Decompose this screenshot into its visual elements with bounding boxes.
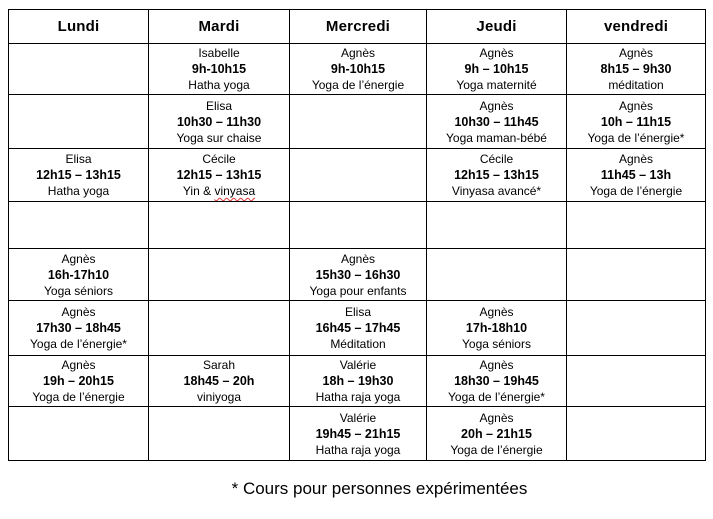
course-name: Yoga séniors xyxy=(44,283,113,298)
empty-cell xyxy=(567,301,706,356)
empty-cell xyxy=(290,149,427,202)
empty-cell xyxy=(149,249,290,301)
empty-cell xyxy=(427,249,567,301)
class-cell xyxy=(149,149,290,202)
empty-cell xyxy=(9,44,149,95)
class-time: 12h15 – 13h15 xyxy=(176,168,262,182)
class-cell xyxy=(427,356,567,407)
class-time: 17h30 – 18h45 xyxy=(36,321,121,335)
class-time: 11h45 – 13h xyxy=(600,168,672,182)
empty-cell xyxy=(149,301,290,356)
course-name: viniyoga xyxy=(196,390,242,404)
class-time: 9h-10h15 xyxy=(191,62,247,76)
class-time: 20h – 21h15 xyxy=(461,426,532,441)
course-text: Yin & xyxy=(182,184,215,198)
class-cell xyxy=(290,356,427,407)
class-time: 8h15 – 9h30 xyxy=(600,62,672,76)
class-cell xyxy=(427,44,567,95)
schedule-body xyxy=(9,44,706,461)
course-name: Hatha yoga xyxy=(47,184,110,198)
class-time: 18h – 19h30 xyxy=(322,374,394,388)
class-time: 10h30 – 11h45 xyxy=(454,114,539,129)
empty-cell xyxy=(9,407,149,461)
class-time: 18h45 – 20h xyxy=(183,374,255,388)
day-header-jeudi: Jeudi xyxy=(427,10,567,44)
class-time: 19h – 20h15 xyxy=(43,374,114,388)
teacher-name: Elisa xyxy=(205,98,232,113)
class-cell xyxy=(149,95,290,149)
class-cell xyxy=(149,44,290,95)
teacher-name: Agnès xyxy=(61,251,96,266)
empty-cell xyxy=(149,202,290,249)
class-cell xyxy=(427,149,567,202)
class-cell xyxy=(427,407,567,461)
class-cell xyxy=(149,356,290,407)
course-name: Vinyasa avancé* xyxy=(451,184,542,198)
teacher-name: Agnès xyxy=(618,46,654,60)
course-name: Yoga sur chaise xyxy=(176,130,262,145)
teacher-name: Valérie xyxy=(339,358,377,372)
schedule-row-8 xyxy=(9,407,706,461)
class-cell xyxy=(290,407,427,461)
class-time: 18h30 – 19h45 xyxy=(454,374,539,388)
course-name: Yoga séniors xyxy=(462,337,531,351)
course-name: Yoga de l’énergie* xyxy=(30,337,127,351)
teacher-name: Elisa xyxy=(344,305,371,319)
class-cell xyxy=(427,301,567,356)
teacher-name: Agnès xyxy=(340,251,376,266)
schedule-row-7 xyxy=(9,356,706,407)
class-cell xyxy=(9,249,149,301)
class-cell xyxy=(290,44,427,95)
class-cell xyxy=(9,356,149,407)
schedule-row-5 xyxy=(9,249,706,301)
class-cell xyxy=(9,301,149,356)
day-header-lundi: Lundi xyxy=(9,10,149,44)
course-name: Yoga de l’énergie* xyxy=(587,130,685,145)
schedule-row-2 xyxy=(9,95,706,149)
course-name: Méditation xyxy=(330,337,386,351)
teacher-name: Agnès xyxy=(618,152,654,166)
empty-cell xyxy=(567,407,706,461)
teacher-name: Isabelle xyxy=(198,46,240,60)
class-cell xyxy=(567,44,706,95)
class-time: 12h15 – 13h15 xyxy=(454,168,539,182)
course-name: Yoga de l’énergie xyxy=(589,184,683,198)
day-header-row xyxy=(9,10,706,44)
teacher-name: Cécile xyxy=(479,152,514,166)
class-cell xyxy=(567,149,706,202)
day-header-mardi: Mardi xyxy=(149,10,290,44)
course-name: méditation xyxy=(608,78,664,92)
teacher-name: Sarah xyxy=(202,358,236,372)
class-time: 9h – 10h15 xyxy=(464,62,529,76)
experienced-footnote: * Cours pour personnes expérimentées xyxy=(231,479,528,498)
teacher-name: Agnès xyxy=(479,410,514,425)
teacher-name: Agnès xyxy=(61,358,96,372)
class-time: 9h-10h15 xyxy=(330,62,386,76)
course-name: Yoga pour enfants xyxy=(309,283,407,298)
teacher-name: Agnès xyxy=(618,98,654,113)
schedule-row-1 xyxy=(9,44,706,95)
class-time: 16h-17h10 xyxy=(47,267,110,282)
course-name: Yoga maman-bébé xyxy=(446,130,547,145)
empty-cell xyxy=(149,407,290,461)
course-name: Hatha raja yoga xyxy=(315,442,401,457)
teacher-name: Agnès xyxy=(479,358,514,372)
yoga-schedule-table xyxy=(8,9,706,461)
empty-cell xyxy=(567,249,706,301)
teacher-name: Agnès xyxy=(479,98,514,113)
teacher-name: Valérie xyxy=(339,410,377,425)
course-name: Yoga de l’énergie xyxy=(311,78,405,92)
class-time: 15h30 – 16h30 xyxy=(315,267,401,282)
course-name xyxy=(151,183,287,199)
teacher-name: Agnès xyxy=(479,46,514,60)
teacher-name: Cécile xyxy=(202,152,236,166)
day-header-mercredi: Mercredi xyxy=(290,10,427,44)
class-cell xyxy=(427,95,567,149)
empty-cell xyxy=(567,356,706,407)
class-time: 10h – 11h15 xyxy=(600,114,672,129)
class-cell xyxy=(290,249,427,301)
empty-cell xyxy=(567,202,706,249)
empty-cell xyxy=(9,202,149,249)
empty-cell xyxy=(290,95,427,149)
course-name: Hatha yoga xyxy=(188,78,250,92)
schedule-row-6 xyxy=(9,301,706,356)
schedule-row-4 xyxy=(9,202,706,249)
class-cell xyxy=(567,95,706,149)
teacher-name: Agnès xyxy=(340,46,376,60)
day-header-vendredi: vendredi xyxy=(567,10,706,44)
class-time: 16h45 – 17h45 xyxy=(315,321,401,335)
course-name: Yoga de l’énergie* xyxy=(448,390,545,404)
course-name: Yoga de l’énergie xyxy=(32,390,125,404)
class-time: 12h15 – 13h15 xyxy=(36,168,121,182)
class-time: 10h30 – 11h30 xyxy=(176,114,262,129)
empty-cell xyxy=(9,95,149,149)
class-time: 17h-18h10 xyxy=(465,321,528,335)
class-time: 19h45 – 21h15 xyxy=(315,426,401,441)
course-name: Yoga maternité xyxy=(456,78,537,92)
teacher-name: Elisa xyxy=(65,152,92,166)
course-name: Yoga de l’énergie xyxy=(450,442,543,457)
teacher-name: Agnès xyxy=(61,305,96,319)
empty-cell xyxy=(290,202,427,249)
teacher-name: Agnès xyxy=(479,305,514,319)
empty-cell xyxy=(427,202,567,249)
class-cell xyxy=(290,301,427,356)
misspelled-word: vinyasa xyxy=(214,184,256,198)
schedule-row-3 xyxy=(9,149,706,202)
course-name: Hatha raja yoga xyxy=(315,390,401,404)
class-cell xyxy=(9,149,149,202)
